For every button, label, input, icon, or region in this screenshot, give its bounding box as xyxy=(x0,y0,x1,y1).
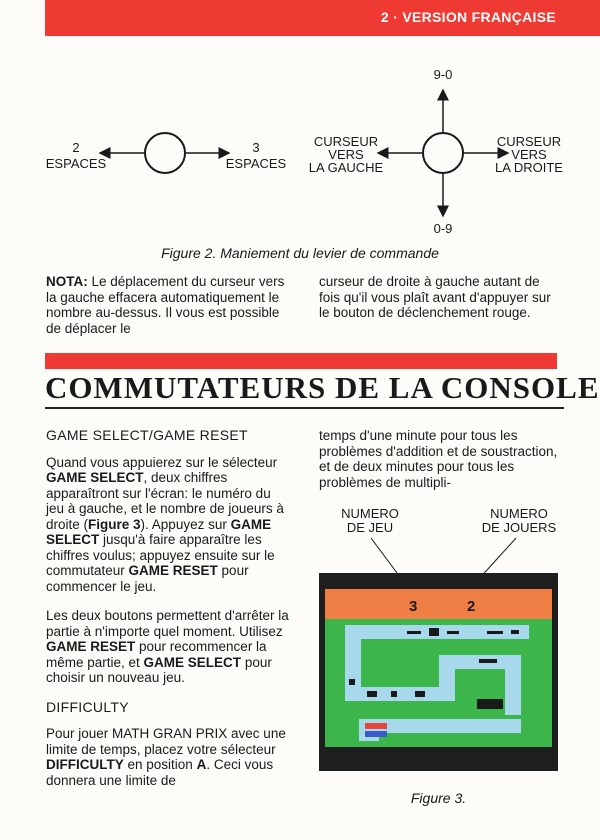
nota-paragraph-left xyxy=(46,274,288,336)
cursor-right-line1: CURSEUR xyxy=(496,134,562,149)
cursor-left-line2: VERS xyxy=(328,147,364,162)
page-label: 2 · VERSION FRANÇAISE xyxy=(380,9,556,25)
game-screen-graphic xyxy=(319,573,558,771)
right-spaces-word: ESPACES xyxy=(225,156,287,171)
difficulty-heading: DIFFICULTY xyxy=(46,698,129,715)
right-spaces-number: 3 xyxy=(252,140,260,155)
difficulty-paragraph: Pour jouer MATH GRAN PRIX avec une limite de temps, placez votre sélecteur DIFFICULTY en position A. Ceci vous donnera une limite de xyxy=(46,726,286,788)
right-column-text: temps d'une minute pour tous les problèmes d'addition et de soustraction, et de deux minutes pour tous les problèmes de multipli- xyxy=(319,428,558,490)
cursor-right-line3: LA DROITE xyxy=(495,160,563,175)
players-digit: 2 xyxy=(467,598,476,615)
score-bar xyxy=(325,589,552,619)
game-select-paragraph-2: Les deux boutons permettent d'arrêter la partie à n'importe quel moment. Utilisez GAME RESET pour recommencer la même partie, et GAME SELECT pour choisir un nouveau jeu. xyxy=(46,608,289,685)
cursor-left-line1: CURSEUR xyxy=(313,134,379,149)
nota-text-left: Le déplacement du curseur vers la gauche effacera automatiquement le nombre au-dessus. Il vous est possible de déplacer le xyxy=(46,274,285,336)
players-label-line1: NUMERO xyxy=(490,506,548,521)
figure2-caption: Figure 2. Maniement du levier de commande xyxy=(161,245,439,261)
cursor-right-line2: VERS xyxy=(511,147,547,162)
game-screen xyxy=(319,573,558,771)
left-column xyxy=(46,428,291,802)
down-label: 0-9 xyxy=(433,221,453,236)
left-spaces-word: ESPACES xyxy=(45,156,107,171)
section-bar xyxy=(45,353,557,369)
game-number-label-line1: NUMERO xyxy=(341,506,399,521)
nota-label: NOTA: xyxy=(46,274,88,289)
game-select-heading: GAME SELECT/GAME RESET xyxy=(46,427,248,443)
joystick-right-icon xyxy=(423,133,463,173)
game-number-label-line2: DE JEU xyxy=(346,520,394,535)
joystick-left-icon xyxy=(145,133,185,173)
nota-paragraph-right: curseur de droite à gauche autant de fois qu'il vous plaît avant d'appuyer sur le bouton de déclenchement rouge. xyxy=(319,274,551,320)
heading-rule xyxy=(45,407,564,409)
figure3-caption: Figure 3. xyxy=(410,790,467,806)
game-select-paragraph-1: Quand vous appuierez sur le sélecteur GAME SELECT, deux chiffres apparaîtront sur l'écran: le numéro du jeu à gauche, et le nombre de joueurs à droite (Figure 3). Appuyez sur GAME SELECT jusqu'à faire apparaître les chiffres voulus; appuyez ensuite sur le commutateur GAME RESET pour commencer le jeu. xyxy=(46,454,284,594)
left-spaces-number: 2 xyxy=(72,140,80,155)
up-label: 9-0 xyxy=(433,67,453,82)
players-label-line2: DE JOUERS xyxy=(481,520,557,535)
cursor-left-line3: LA GAUCHE xyxy=(308,160,384,175)
section-title: COMMUTATEURS DE LA CONSOLE xyxy=(45,370,600,405)
game-number-digit: 3 xyxy=(409,598,418,615)
